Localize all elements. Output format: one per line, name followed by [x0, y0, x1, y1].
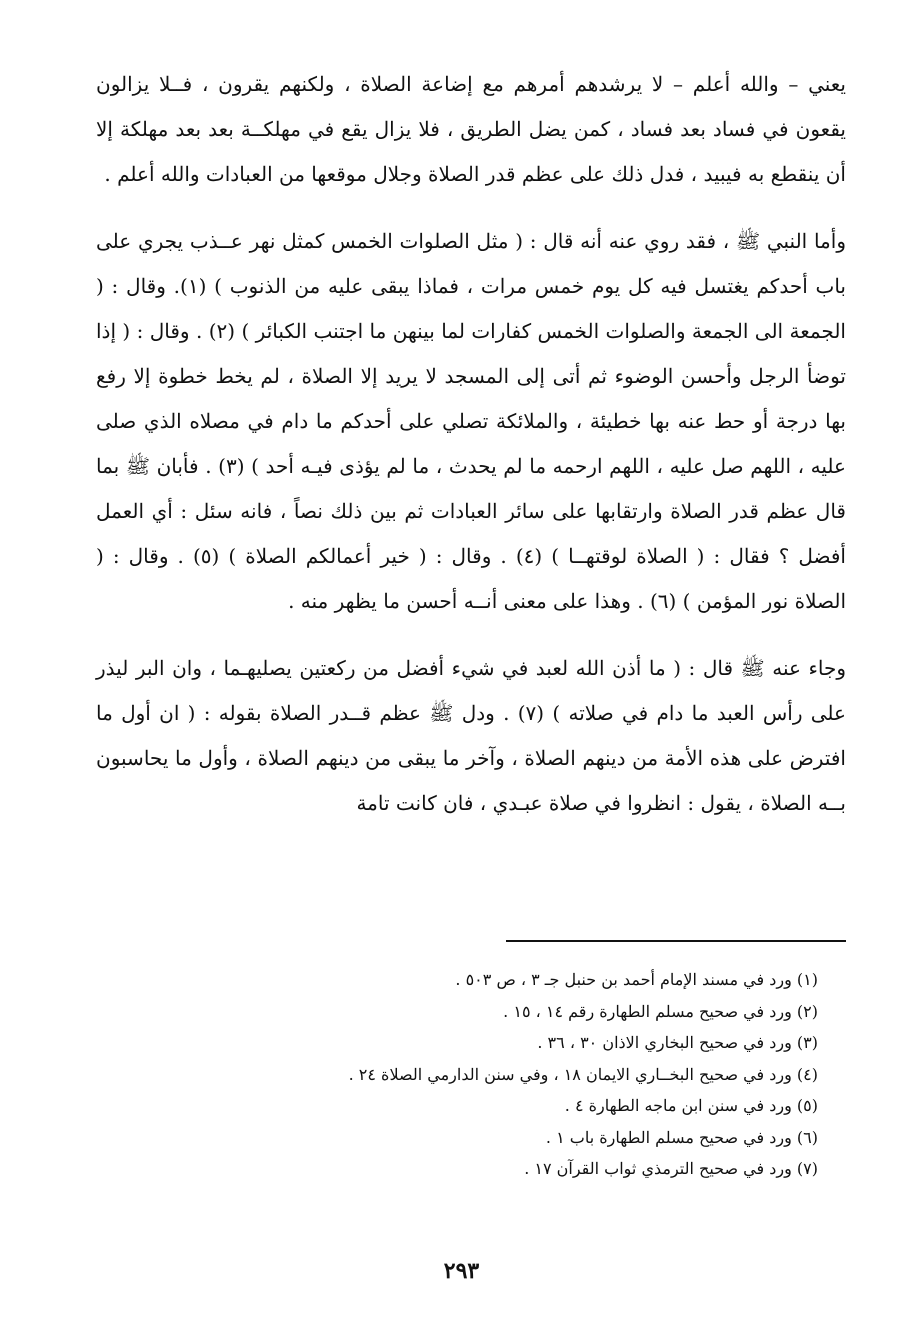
footnotes-list — [178, 964, 818, 1185]
paragraph-1: يعني – والله أعلم – لا يرشدهم أمرهم مع إضاعة الصلاة ، ولكنهم يقرون ، فــلا يزالون يقعون في فساد بعد فساد ، كمن يضل الطريق ، فلا يزال يقع في مهلكــة بعد بعد مهلكة إلا أن ينقطع به فيبيد ، فدل ذلك على عظم قدر الصلاة وجلال موقعها من العبادات والله أعلم . — [96, 72, 846, 186]
paragraph-3: وجاء عنه ﷺ قال : ( ما أذن الله لعبد في شيء أفضل من ركعتين يصليهـما ، وان البر ليذر على رأس العبد ما دام في صلاته ) (٧) . ودل ﷺ عظم قــدر الصلاة بقوله : ( ان أول ما افترض على هذه الأمة من دينهم الصلاة ، وآخر ما يبقى من دينهم الصلاة ، وأول ما يحاسبون بــه الصلاة ، يقول : انظروا في صلاة عبـدي ، فان كانت تامة — [96, 656, 846, 815]
page-number: ٢٩٣ — [443, 1258, 480, 1284]
footnote-7: (٧) ورد في صحيح الترمذي ثواب القرآن ١٧ . — [524, 1159, 818, 1178]
main-text — [96, 62, 846, 826]
footnote-4: (٤) ورد في صحيح البخــاري الايمان ١٨ ، وفي سنن الدارمي الصلاة ٢٤ . — [348, 1064, 818, 1084]
footnote-1: (١) ورد في مسند الإمام أحمد بن حنبل جـ ٣ ، ص ٥٠٣ . — [455, 970, 818, 989]
paragraph-2: وأما النبي ﷺ ، فقد روي عنه أنه قال : ( مثل الصلوات الخمس كمثل نهر عــذب يجري على باب أحدكم يغتسل فيه كل يوم خمس مرات ، فماذا يبقى عليه من الذنوب ) (١). وقال : ( الجمعة الى الجمعة والصلوات الخمس كفارات لما بينهن ما اجتنب الكبائر ) (٢) . وقال : ( إذا توضأ الرجل وأحسن الوضوء ثم أتى إلى المسجد لا يريد إلا الصلاة ، لم يخط خطوة إلا رفع بها درجة أو حط عنه بها خطيئة ، والملائكة تصلي على أحدكم ما دام في مصلاه الذي صلى عليه ، اللهم صل عليه ، اللهم ارحمه ما لم يحدث ، ما لم يؤذى فيـه أحد ) (٣) . فأبان ﷺ بما قال عظم قدر الصلاة وارتقابها على سائر العبادات ثم بين ذلك نصاً ، فانه سئل : أي العمل أفضل ؟ فقال : ( الصلاة لوقتهــا ) (٤) . وقال : ( خير أعمالكم الصلاة ) (٥) . وقال : ( الصلاة نور المؤمن ) (٦) . وهذا على معنى أنــه أحسن ما يظهر منه . — [96, 229, 846, 613]
footnote-5: (٥) ورد في سنن ابن ماجه الطهارة ٤ . — [564, 1096, 818, 1115]
footnote-divider — [506, 940, 846, 942]
footnote-6: (٦) ورد في صحيح مسلم الطهارة باب ١ . — [545, 1127, 818, 1147]
footnote-2: (٢) ورد في صحيح مسلم الطهارة رقم ١٤ ، ١٥ . — [503, 1001, 818, 1021]
footnote-3: (٣) ورد في صحيح البخاري الاذان ٣٠ ، ٣٦ . — [537, 1033, 818, 1052]
